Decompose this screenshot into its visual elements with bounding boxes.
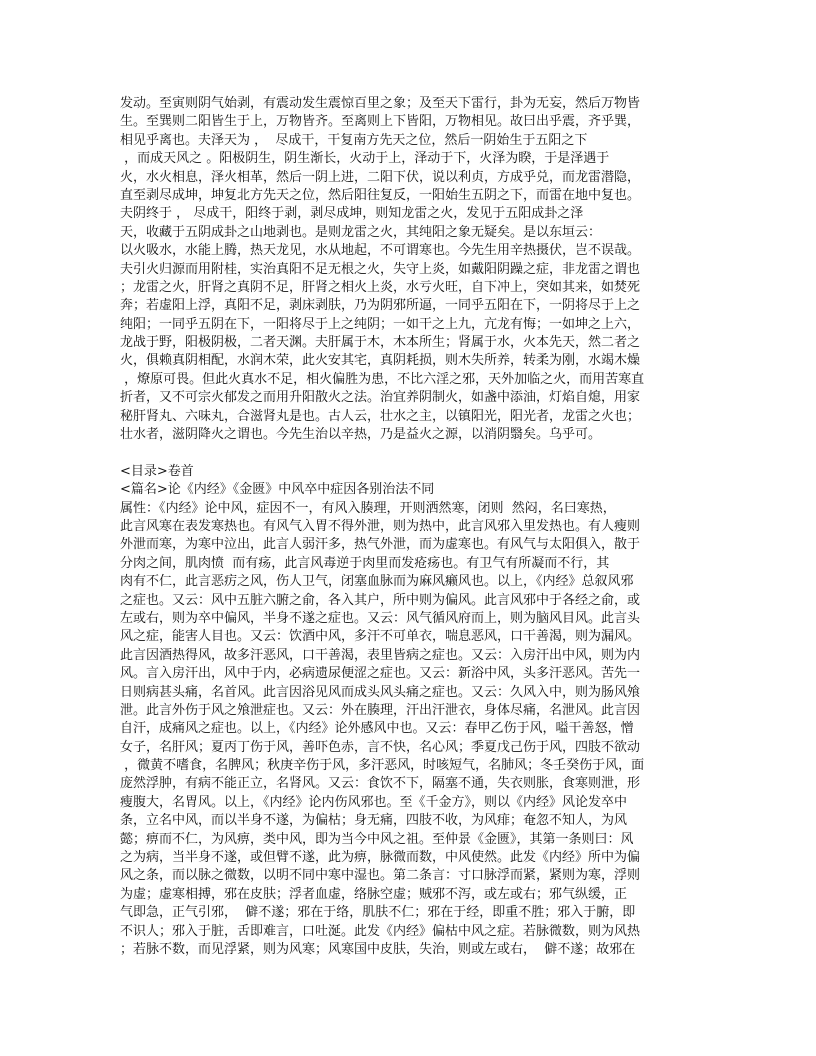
body-text-line: ，燎原可畏。但此火真水不足，相火偏胜为患，不比六淫之邪，天外加临之火，而用苦寒直	[120, 371, 645, 387]
chapter-text-line: 之症也。又云：风中五脏六腑之俞，各入其户，所中则为偏风。此言风邪中于各经之俞，或	[120, 592, 641, 608]
chapter-text-line: 庞然浮肿，有病不能正立，名肾风。又云：食饮不下，隔塞不通，失衣则胀，食寒则泄，形	[120, 776, 641, 792]
chapter-text-line: 女子，名肝风；夏丙丁伤于风，善吓色赤，言不快，名心风；季夏戊己伤于风，四肢不欲动	[120, 739, 641, 755]
body-text-line: 火，水火相息，泽火相革，然后一阴上进，二阳下伏，说以利贞，方成乎兑，而龙雷潜隐，	[120, 169, 641, 185]
chapter-text-line: 此言因酒热得风，故多汗恶风，口干善渴，表里皆病之症也。又云：入房汗出中风，则为内	[120, 647, 641, 663]
chapter-text-line: ；若脉不数，而见浮紧，则为风寒；风寒国中皮肤，失治，则或左或右， 僻不遂；故邪在	[120, 941, 636, 957]
body-text-line: 夫阴终于 ， 尽成干，阳终于剥，剥尽成坤，则知龙雷之火，发见于五阳成卦之泽	[120, 206, 584, 222]
chapter-text-line: 瘦腹大，名胃风。以上，《内经》论内伤风邪也。至《千金方》，则以《内经》风论发卒中	[120, 794, 628, 810]
chapter-text-line: 此言风寒在表发寒热也。有风气入胃不得外泄，则为热中，此言风邪入里发热也。有人瘦则	[120, 518, 641, 534]
body-text-line: 折者，又不可宗火郁发之而用升阳散火之法。治宜养阴制火，如盏中添油，灯焰自熄，用家	[120, 390, 641, 406]
chapter-text-line: 之为病，当半身不遂，或但臂不遂，此为痹，脉微而数，中风使然。此发《内经》所中为偏	[120, 850, 641, 866]
chapter-title: <篇名>论《内经》《金匮》中风卒中症因各别治法不同	[120, 482, 435, 498]
chapter-text-line: 泄。此言外伤于风之飧泄症也。又云：外在腠理，汗出汗泄衣，身体尽痛，名泄风。此言因	[120, 702, 641, 718]
catalog-heading: <目录>卷首	[120, 463, 194, 479]
body-text-line: 以火吸水，水能上腾，热天龙见，水从地起，不可谓寒也。今先生用辛热摄伏，岂不误哉。	[120, 243, 641, 259]
body-text-line: 秘肝肾丸、六味丸，合滋肾丸是也。古人云，壮水之主，以镇阳光，阳光者，龙雷之火也；	[120, 408, 641, 424]
body-text-line: 直至剥尽成坤，坤复北方先天之位，然后阳往复反，一阳始生五阴之下，而雷在地中复也。	[120, 187, 641, 203]
chapter-text-line: 自汗，成痛风之症也。以上，《内经》论外感风中也。又云：春甲乙伤于风，嗌干善怒，憎	[120, 721, 634, 737]
chapter-text-line: 日则病甚头痛，名首风。此言因浴见风而成头风头痛之症也。又云：久风入中，则为肠风飧	[120, 684, 641, 700]
chapter-text-line: 风之条，而以脉之微数，以明不同中寒中湿也。第二条言：寸口脉浮而紧，紧则为寒，浮则	[120, 868, 641, 884]
body-text-line: 相见乎离也。夫泽天为 ， 尽成干，干复南方先天之位，然后一阴始生于五阳之下	[120, 132, 588, 148]
chapter-text-line: 为虚；虚寒相搏，邪在皮肤；浮者血虚，络脉空虚；贼邪不泻，或左或右；邪气纵缓，正	[120, 886, 628, 902]
body-text-line: 天，收藏于五阴成卦之山地剥也。是则龙雷之火，其纯阳之象无疑矣。是以东垣云：	[120, 224, 602, 240]
chapter-text-line: 风之症，能害人目也。又云：饮酒中风，多汗不可单衣，喘息恶风，口干善渴，则为漏风。	[120, 629, 641, 645]
chapter-text-line: 懿；痹而不仁，为风痹，类中风，即为当今中风之祖。至仲景《金匮》，其第一条则曰：风	[120, 831, 634, 847]
section-gap	[120, 444, 700, 462]
chapter-text-line: 风。言入房汗出，风中于内，必病遗尿便涩之症也。又云：新浴中风，头多汗恶风。苦先一	[120, 666, 641, 682]
body-text-line: 龙战于野，阳极阴极，二者天渊。夫肝属于木，木本所生；肾属于水，火本先天，然二者之	[120, 335, 641, 351]
body-text-line: 火，俱赖真阴相配，水润木荣，此火安其宅，真阴耗损，则木失所养，转柔为刚，水竭木燥	[120, 353, 641, 369]
body-text-line: 纯阳；一同乎五阴在下，一阳将尽于上之纯阴；一如干之上九，亢龙有悔；一如坤之上六，	[120, 316, 641, 332]
chapter-text-line: 左或右，则为卒中偏风，半身不遂之症也。又云：风气循风府而上，则为脑风目风。此言头	[120, 610, 641, 626]
body-text-line: 生。至巽则二阳皆生于上，万物皆齐。至离则上下皆阳，万物相见。故曰出乎震，齐乎巽，	[120, 114, 641, 130]
body-text-line: ，而成天风之 。阳极阴生，阴生渐长，火动于上，泽动于下，火泽为睽，于是泽遇于	[120, 151, 610, 167]
discussion-section	[120, 95, 700, 444]
chapter-text-line: ，微黄不嗜食，名脾风；秋庚辛伤于风，多汗恶风，时咳短气，名肺风；冬壬癸伤于风，面	[120, 758, 645, 774]
chapter-text-line: 不识人；邪入于脏，舌即难言，口吐涎。此发《内经》偏枯中风之症。若脉微数，则为风热	[120, 923, 641, 939]
chapter-text-line: 属性：《内经》论中风，症因不一，有风入腠理，开则洒然寒，闭则 然闷，名曰寒热，	[120, 500, 616, 516]
body-text-line: 夫引火归源而用附桂，实治真阳不足无根之火，失守上炎，如戴阳阴躁之症，非龙雷之谓也	[120, 261, 641, 277]
chapter-text-line: 条，立名中风，而以半身不遂，为偏枯；身无痛，四肢不收，为风痱；奄忽不知人，为风	[120, 813, 628, 829]
body-text-line: 壮水者，滋阴降火之谓也。今先生治以辛热，乃是益火之源，以消阴翳矣。乌乎可。	[120, 427, 602, 443]
body-text-line: 发动。至寅则阴气始剥，有震动发生震惊百里之象；及至天下雷行，卦为无妄，然后万物皆	[120, 96, 641, 111]
chapter-section	[120, 463, 700, 960]
chapter-text-line: 分肉之间，肌肉愤 而有疡，此言风毒逆于肉里而发疮疡也。有卫气有所凝而不行，其	[120, 555, 610, 571]
body-text-line: 奔；若虚阳上浮，真阳不足，剥床剥肤，乃为阴邪所逼，一同乎五阳在下，一阴将尽于上之	[120, 298, 641, 314]
chapter-text-line: 气即急，正气引邪， 僻不遂；邪在于络，肌肤不仁；邪在于经，即重不胜；邪入于腑，即	[120, 905, 636, 921]
body-text-line: ；龙雷之火，肝肾之真阴不足，肝肾之相火上炎，水亏火旺，自下冲上，突如其来，如焚死	[120, 279, 641, 295]
chapter-text-line: 肉有不仁，此言恶疠之风，伤人卫气，闭塞血脉而为麻风癞风也。以上，《内经》总叙风邪	[120, 574, 634, 590]
chapter-text-line: 外泄而寒，为寒中泣出，此言人弱汗多，热气外泄，而为虚寒也。有风气与太阳俱入，散于	[120, 537, 641, 553]
document-page	[120, 95, 700, 959]
